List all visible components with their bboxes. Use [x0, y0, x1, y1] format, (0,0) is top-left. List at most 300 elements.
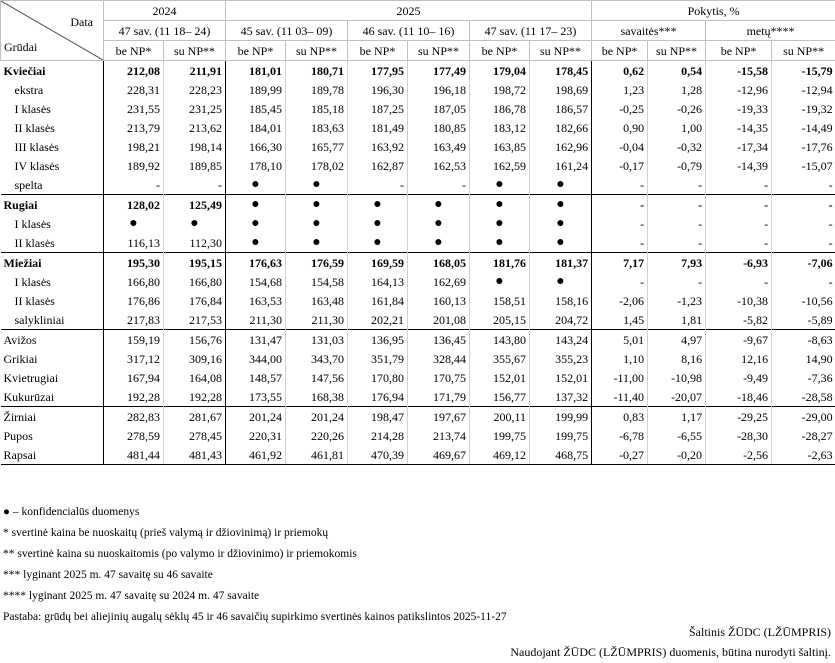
- table-cell: -0,04: [592, 137, 648, 156]
- footnote-line: **** lyginant 2025 m. 47 savaitę su 2024 m. 47 savaite: [3, 590, 260, 602]
- table-cell: -2,56: [706, 445, 772, 465]
- table-cell: 282,83: [104, 407, 164, 427]
- table-cell: 185,18: [286, 99, 348, 118]
- table-cell: 164,13: [348, 272, 408, 291]
- table-cell: 187,05: [408, 99, 470, 118]
- table-cell: -14,49: [772, 118, 835, 137]
- table-cell: -5,82: [706, 310, 772, 330]
- table-cell: 211,91: [164, 61, 226, 81]
- table-cell: -: [706, 195, 772, 215]
- be-np-header: be NP*: [470, 41, 530, 61]
- table-cell: 217,53: [164, 310, 226, 330]
- year-2025-header: 2025: [226, 1, 592, 21]
- table-cell: -: [104, 175, 164, 195]
- table-cell: ●: [408, 233, 470, 253]
- table-cell: 158,51: [470, 291, 530, 310]
- table-row: [1, 214, 835, 233]
- row-label: Grikiai: [3, 351, 38, 366]
- table-cell: -28,27: [772, 426, 835, 445]
- table-cell: 152,01: [530, 368, 592, 387]
- table-cell: 196,18: [408, 80, 470, 99]
- table-cell: -0,27: [592, 445, 648, 465]
- table-cell: 156,77: [470, 387, 530, 407]
- table-cell: 211,30: [286, 310, 348, 330]
- table-cell: 147,56: [286, 368, 348, 387]
- week-header: 47 sav. (11 18– 24): [104, 21, 226, 41]
- table-row: [1, 426, 835, 445]
- table-cell: ●: [226, 233, 286, 253]
- table-cell: ●: [104, 214, 164, 233]
- table-cell: -: [164, 175, 226, 195]
- table-cell: -: [648, 175, 706, 195]
- source-requirement-note: Naudojant ŽŪDC (LŽŪMPRIS) duomenis, būtina nurodyti šaltinį.: [510, 645, 831, 659]
- table-cell: -19,33: [706, 99, 772, 118]
- table-cell: 112,30: [164, 233, 226, 253]
- table-cell: -0,25: [592, 99, 648, 118]
- table-cell: 171,79: [408, 387, 470, 407]
- table-row: [1, 253, 835, 273]
- table-cell: 161,24: [530, 156, 592, 175]
- table-cell: -0,32: [648, 137, 706, 156]
- table-cell: 213,79: [104, 118, 164, 137]
- be-np-header: be NP*: [226, 41, 286, 61]
- row-label: II klasės: [14, 120, 55, 135]
- table-cell: 7,93: [648, 253, 706, 273]
- table-cell: 163,53: [226, 291, 286, 310]
- table-cell: -28,30: [706, 426, 772, 445]
- table-cell: 177,49: [408, 61, 470, 81]
- table-cell: -6,93: [706, 253, 772, 273]
- table-cell: 197,67: [408, 407, 470, 427]
- table-cell: ●: [470, 233, 530, 253]
- su-np-header: su NP**: [164, 41, 226, 61]
- table-cell: 116,13: [104, 233, 164, 253]
- table-cell: ●: [530, 175, 592, 195]
- table-cell: 154,58: [286, 272, 348, 291]
- table-cell: 0,62: [592, 61, 648, 81]
- table-cell: -: [772, 233, 835, 253]
- row-label: Avižos: [1, 330, 104, 350]
- table-cell: 186,57: [530, 99, 592, 118]
- table-cell: -: [348, 175, 408, 195]
- table-row: [1, 272, 835, 291]
- table-cell: 186,78: [470, 99, 530, 118]
- row-label: Žirniai: [1, 407, 104, 427]
- table-cell: 176,84: [164, 291, 226, 310]
- table-cell: -0,79: [648, 156, 706, 175]
- table-cell: 212,08: [104, 61, 164, 81]
- table-cell: ●: [470, 175, 530, 195]
- table-cell: -0,26: [648, 99, 706, 118]
- table-cell: 12,16: [706, 349, 772, 368]
- table-row: [1, 61, 835, 81]
- table-row: [1, 118, 835, 137]
- table-cell: ●: [408, 214, 470, 233]
- table-cell: 163,48: [286, 291, 348, 310]
- table-cell: 185,45: [226, 99, 286, 118]
- table-cell: 189,92: [104, 156, 164, 175]
- table-row: [1, 80, 835, 99]
- table-cell: 481,44: [104, 445, 164, 465]
- table-cell: -: [772, 195, 835, 215]
- table-cell: 162,69: [408, 272, 470, 291]
- table-cell: -6,55: [648, 426, 706, 445]
- table-cell: -9,67: [706, 330, 772, 350]
- table-cell: ●: [226, 214, 286, 233]
- table-cell: 181,76: [470, 253, 530, 273]
- table-cell: 317,12: [104, 349, 164, 368]
- table-cell: -29,25: [706, 407, 772, 427]
- table-cell: 143,80: [470, 330, 530, 350]
- row-label: Kviečiai: [3, 63, 46, 78]
- table-cell: 165,77: [286, 137, 348, 156]
- table-cell: 177,95: [348, 61, 408, 81]
- table-cell: 343,70: [286, 349, 348, 368]
- table-cell: -1,23: [648, 291, 706, 310]
- table-cell: 192,28: [104, 387, 164, 407]
- table-cell: 1,81: [648, 310, 706, 330]
- table-cell: 162,59: [470, 156, 530, 175]
- table-cell: 198,21: [104, 137, 164, 156]
- table-row: [1, 368, 835, 387]
- table-cell: -28,58: [772, 387, 835, 407]
- week-header: 47 sav. (11 17– 23): [470, 21, 592, 41]
- table-cell: 176,94: [348, 387, 408, 407]
- table-cell: 355,23: [530, 349, 592, 368]
- table-cell: ●: [408, 195, 470, 215]
- table-cell: ●: [226, 175, 286, 195]
- table-cell: 180,71: [286, 61, 348, 81]
- table-cell: ●: [348, 214, 408, 233]
- table-cell: 461,92: [226, 445, 286, 465]
- table-cell: 1,45: [592, 310, 648, 330]
- table-cell: 131,03: [286, 330, 348, 350]
- table-cell: -: [592, 272, 648, 291]
- pokytis-header: Pokytis, %: [592, 1, 835, 21]
- table-cell: 278,59: [104, 426, 164, 445]
- table-cell: 187,25: [348, 99, 408, 118]
- footnotes: [3, 502, 507, 628]
- table-cell: 328,44: [408, 349, 470, 368]
- table-cell: ●: [286, 214, 348, 233]
- table-cell: 125,49: [164, 195, 226, 215]
- table-cell: 344,00: [226, 349, 286, 368]
- su-np-header: su NP**: [286, 41, 348, 61]
- table-cell: 469,67: [408, 445, 470, 465]
- table-cell: 199,75: [530, 426, 592, 445]
- table-cell: 136,95: [348, 330, 408, 350]
- row-label: Kvietrugiai: [3, 370, 59, 385]
- table-cell: 469,12: [470, 445, 530, 465]
- be-np-header: be NP*: [592, 41, 648, 61]
- table-cell: 470,39: [348, 445, 408, 465]
- footnote-line: ** svertinė kaina su nuoskaitomis (po valymo ir džiovinimo) ir priemokomis: [3, 548, 357, 560]
- table-cell: 278,45: [164, 426, 226, 445]
- table-corner-cell: [1, 1, 104, 61]
- table-cell: 166,80: [164, 272, 226, 291]
- table-cell: 204,72: [530, 310, 592, 330]
- table-cell: 468,75: [530, 445, 592, 465]
- table-row: [1, 407, 835, 427]
- table-cell: 14,90: [772, 349, 835, 368]
- footnote-line: * svertinė kaina be nuoskaitų (prieš valymą ir džiovinimą) ir priemokų: [3, 527, 329, 539]
- table-cell: 205,15: [470, 310, 530, 330]
- table-cell: 1,10: [592, 349, 648, 368]
- table-cell: 0,90: [592, 118, 648, 137]
- table-cell: -0,20: [648, 445, 706, 465]
- row-label: Rugiai: [1, 195, 104, 215]
- table-cell: -15,79: [772, 61, 835, 81]
- table-cell: 214,28: [348, 426, 408, 445]
- su-np-header: su NP**: [408, 41, 470, 61]
- table-row: [1, 349, 835, 368]
- table-cell: ●: [530, 214, 592, 233]
- table-row: [1, 291, 835, 310]
- table-cell: 158,16: [530, 291, 592, 310]
- table-cell: 200,11: [470, 407, 530, 427]
- table-row: [1, 445, 835, 465]
- row-label: I klasės: [14, 274, 51, 289]
- footnote-line: Pastaba: grūdų bei aliejinių augalų sėklų 45 ir 46 savaičių supirkimo svertinės kainos patikslintos 2025-11-27: [3, 611, 507, 623]
- table-cell: ●: [286, 175, 348, 195]
- table-cell: ●: [348, 233, 408, 253]
- table-cell: -14,39: [706, 156, 772, 175]
- row-label: spelta: [14, 177, 43, 192]
- table-row: [1, 137, 835, 156]
- table-cell: 181,37: [530, 253, 592, 273]
- table-cell: 160,13: [408, 291, 470, 310]
- table-cell: 1,17: [648, 407, 706, 427]
- table-cell: 217,83: [104, 310, 164, 330]
- source-note: Šaltinis ŽŪDC (LŽŪMPRIS): [688, 625, 831, 639]
- table-cell: 1,23: [592, 80, 648, 99]
- table-cell: 231,55: [104, 99, 164, 118]
- table-cell: 136,45: [408, 330, 470, 350]
- table-cell: 199,75: [470, 426, 530, 445]
- table-cell: -14,35: [706, 118, 772, 137]
- be-np-header: be NP*: [706, 41, 772, 61]
- row-label: I klasės: [14, 216, 51, 231]
- table-cell: -17,34: [706, 137, 772, 156]
- table-cell: -: [648, 272, 706, 291]
- table-cell: 178,02: [286, 156, 348, 175]
- table-cell: -12,94: [772, 80, 835, 99]
- row-label: salykliniai: [14, 312, 65, 327]
- table-cell: ●: [164, 214, 226, 233]
- table-cell: 143,24: [530, 330, 592, 350]
- table-cell: 156,76: [164, 330, 226, 350]
- table-cell: 5,01: [592, 330, 648, 350]
- table-cell: -18,46: [706, 387, 772, 407]
- table-cell: ●: [226, 195, 286, 215]
- row-label: Miežiai: [1, 253, 104, 273]
- table-cell: 213,62: [164, 118, 226, 137]
- table-cell: 1,00: [648, 118, 706, 137]
- table-cell: 481,43: [164, 445, 226, 465]
- table-row: [1, 233, 835, 253]
- table-cell: 183,12: [470, 118, 530, 137]
- table-cell: 201,24: [286, 407, 348, 427]
- be-np-header: be NP*: [104, 41, 164, 61]
- table-cell: 168,05: [408, 253, 470, 273]
- table-cell: 7,17: [592, 253, 648, 273]
- table-cell: ●: [470, 214, 530, 233]
- savaites-header: savaitės***: [592, 21, 706, 41]
- table-cell: -: [648, 233, 706, 253]
- table-cell: ●: [286, 233, 348, 253]
- table-cell: 201,08: [408, 310, 470, 330]
- table-cell: 461,81: [286, 445, 348, 465]
- table-cell: -11,00: [592, 368, 648, 387]
- table-cell: -29,00: [772, 407, 835, 427]
- table-cell: -12,96: [706, 80, 772, 99]
- su-np-header: su NP**: [648, 41, 706, 61]
- table-cell: 176,59: [286, 253, 348, 273]
- table-cell: -7,36: [772, 368, 835, 387]
- table-row: [1, 387, 835, 407]
- row-label: III klasės: [14, 139, 59, 154]
- table-cell: 166,80: [104, 272, 164, 291]
- table-cell: 4,97: [648, 330, 706, 350]
- row-label: Rapsai: [1, 445, 104, 465]
- table-cell: 196,30: [348, 80, 408, 99]
- corner-data-label: Data: [70, 15, 93, 29]
- table-cell: 195,15: [164, 253, 226, 273]
- table-cell: -11,40: [592, 387, 648, 407]
- table-cell: 189,85: [164, 156, 226, 175]
- table-cell: 198,47: [348, 407, 408, 427]
- table-cell: -: [592, 233, 648, 253]
- table-cell: 8,16: [648, 349, 706, 368]
- corner-grudai-label: Grūdai: [4, 40, 38, 54]
- table-cell: -: [648, 195, 706, 215]
- table-cell: -15,07: [772, 156, 835, 175]
- table-cell: -9,49: [706, 368, 772, 387]
- table-cell: 178,10: [226, 156, 286, 175]
- table-cell: 201,24: [226, 407, 286, 427]
- table-cell: 161,84: [348, 291, 408, 310]
- table-cell: 176,86: [104, 291, 164, 310]
- row-label: II klasės: [14, 293, 55, 308]
- table-cell: 228,23: [164, 80, 226, 99]
- table-cell: -10,98: [648, 368, 706, 387]
- table-row: [1, 156, 835, 175]
- row-label: Kukurūzai: [3, 389, 55, 404]
- table-cell: -: [706, 272, 772, 291]
- table-cell: 178,45: [530, 61, 592, 81]
- table-row: [1, 195, 835, 215]
- table-cell: 309,16: [164, 349, 226, 368]
- table-cell: 163,49: [408, 137, 470, 156]
- table-cell: -: [592, 175, 648, 195]
- table-cell: ●: [470, 195, 530, 215]
- table-cell: -10,56: [772, 291, 835, 310]
- table-cell: 181,49: [348, 118, 408, 137]
- table-cell: 176,63: [226, 253, 286, 273]
- table-cell: 192,28: [164, 387, 226, 407]
- table-cell: 162,96: [530, 137, 592, 156]
- table-cell: 198,72: [470, 80, 530, 99]
- table-cell: -0,17: [592, 156, 648, 175]
- table-cell: -: [592, 214, 648, 233]
- table-cell: -: [706, 175, 772, 195]
- be-np-header: be NP*: [348, 41, 408, 61]
- table-row: [1, 99, 835, 118]
- table-cell: 163,85: [470, 137, 530, 156]
- table-cell: -2,06: [592, 291, 648, 310]
- table-cell: 168,38: [286, 387, 348, 407]
- table-cell: 199,99: [530, 407, 592, 427]
- table-cell: -5,89: [772, 310, 835, 330]
- table-cell: 198,69: [530, 80, 592, 99]
- table-cell: 189,99: [226, 80, 286, 99]
- table-row: [1, 175, 835, 195]
- week-header: 45 sav. (11 03– 09): [226, 21, 348, 41]
- table-cell: 152,01: [470, 368, 530, 387]
- table-cell: 163,92: [348, 137, 408, 156]
- table-cell: 220,26: [286, 426, 348, 445]
- table-cell: -: [772, 214, 835, 233]
- table-cell: 162,53: [408, 156, 470, 175]
- table-cell: 164,08: [164, 368, 226, 387]
- table-row: [1, 330, 835, 350]
- table-cell: ●: [348, 195, 408, 215]
- table-cell: 170,80: [348, 368, 408, 387]
- table-cell: -10,38: [706, 291, 772, 310]
- row-label: I klasės: [14, 101, 51, 116]
- table-cell: 166,30: [226, 137, 286, 156]
- table-cell: 231,25: [164, 99, 226, 118]
- table-cell: -19,32: [772, 99, 835, 118]
- table-cell: 167,94: [104, 368, 164, 387]
- table-cell: -2,63: [772, 445, 835, 465]
- row-label: IV klasės: [14, 158, 60, 173]
- table-cell: 181,01: [226, 61, 286, 81]
- table-cell: -: [772, 175, 835, 195]
- su-np-header: su NP**: [530, 41, 592, 61]
- table-cell: 351,79: [348, 349, 408, 368]
- table-cell: 184,01: [226, 118, 286, 137]
- table-cell: 228,31: [104, 80, 164, 99]
- table-cell: 0,83: [592, 407, 648, 427]
- table-cell: 182,66: [530, 118, 592, 137]
- table-cell: -: [706, 233, 772, 253]
- table-cell: 180,85: [408, 118, 470, 137]
- row-label: ekstra: [14, 82, 44, 97]
- table-cell: -7,06: [772, 253, 835, 273]
- table-cell: 162,87: [348, 156, 408, 175]
- table-cell: 131,47: [226, 330, 286, 350]
- table-cell: ●: [530, 272, 592, 291]
- table-cell: 202,21: [348, 310, 408, 330]
- table-cell: -8,63: [772, 330, 835, 350]
- table-cell: ●: [470, 272, 530, 291]
- week-header: 46 sav. (11 10– 16): [348, 21, 470, 41]
- table-cell: -: [706, 214, 772, 233]
- table-cell: -15,58: [706, 61, 772, 81]
- table-cell: -17,76: [772, 137, 835, 156]
- table-cell: 128,02: [104, 195, 164, 215]
- table-cell: 173,55: [226, 387, 286, 407]
- table-cell: 213,74: [408, 426, 470, 445]
- table-cell: -: [648, 214, 706, 233]
- row-label: II klasės: [14, 235, 55, 250]
- table-cell: -20,07: [648, 387, 706, 407]
- table-cell: 179,04: [470, 61, 530, 81]
- table-cell: 154,68: [226, 272, 286, 291]
- year-2024-header: 2024: [104, 1, 226, 21]
- table-cell: 0,54: [648, 61, 706, 81]
